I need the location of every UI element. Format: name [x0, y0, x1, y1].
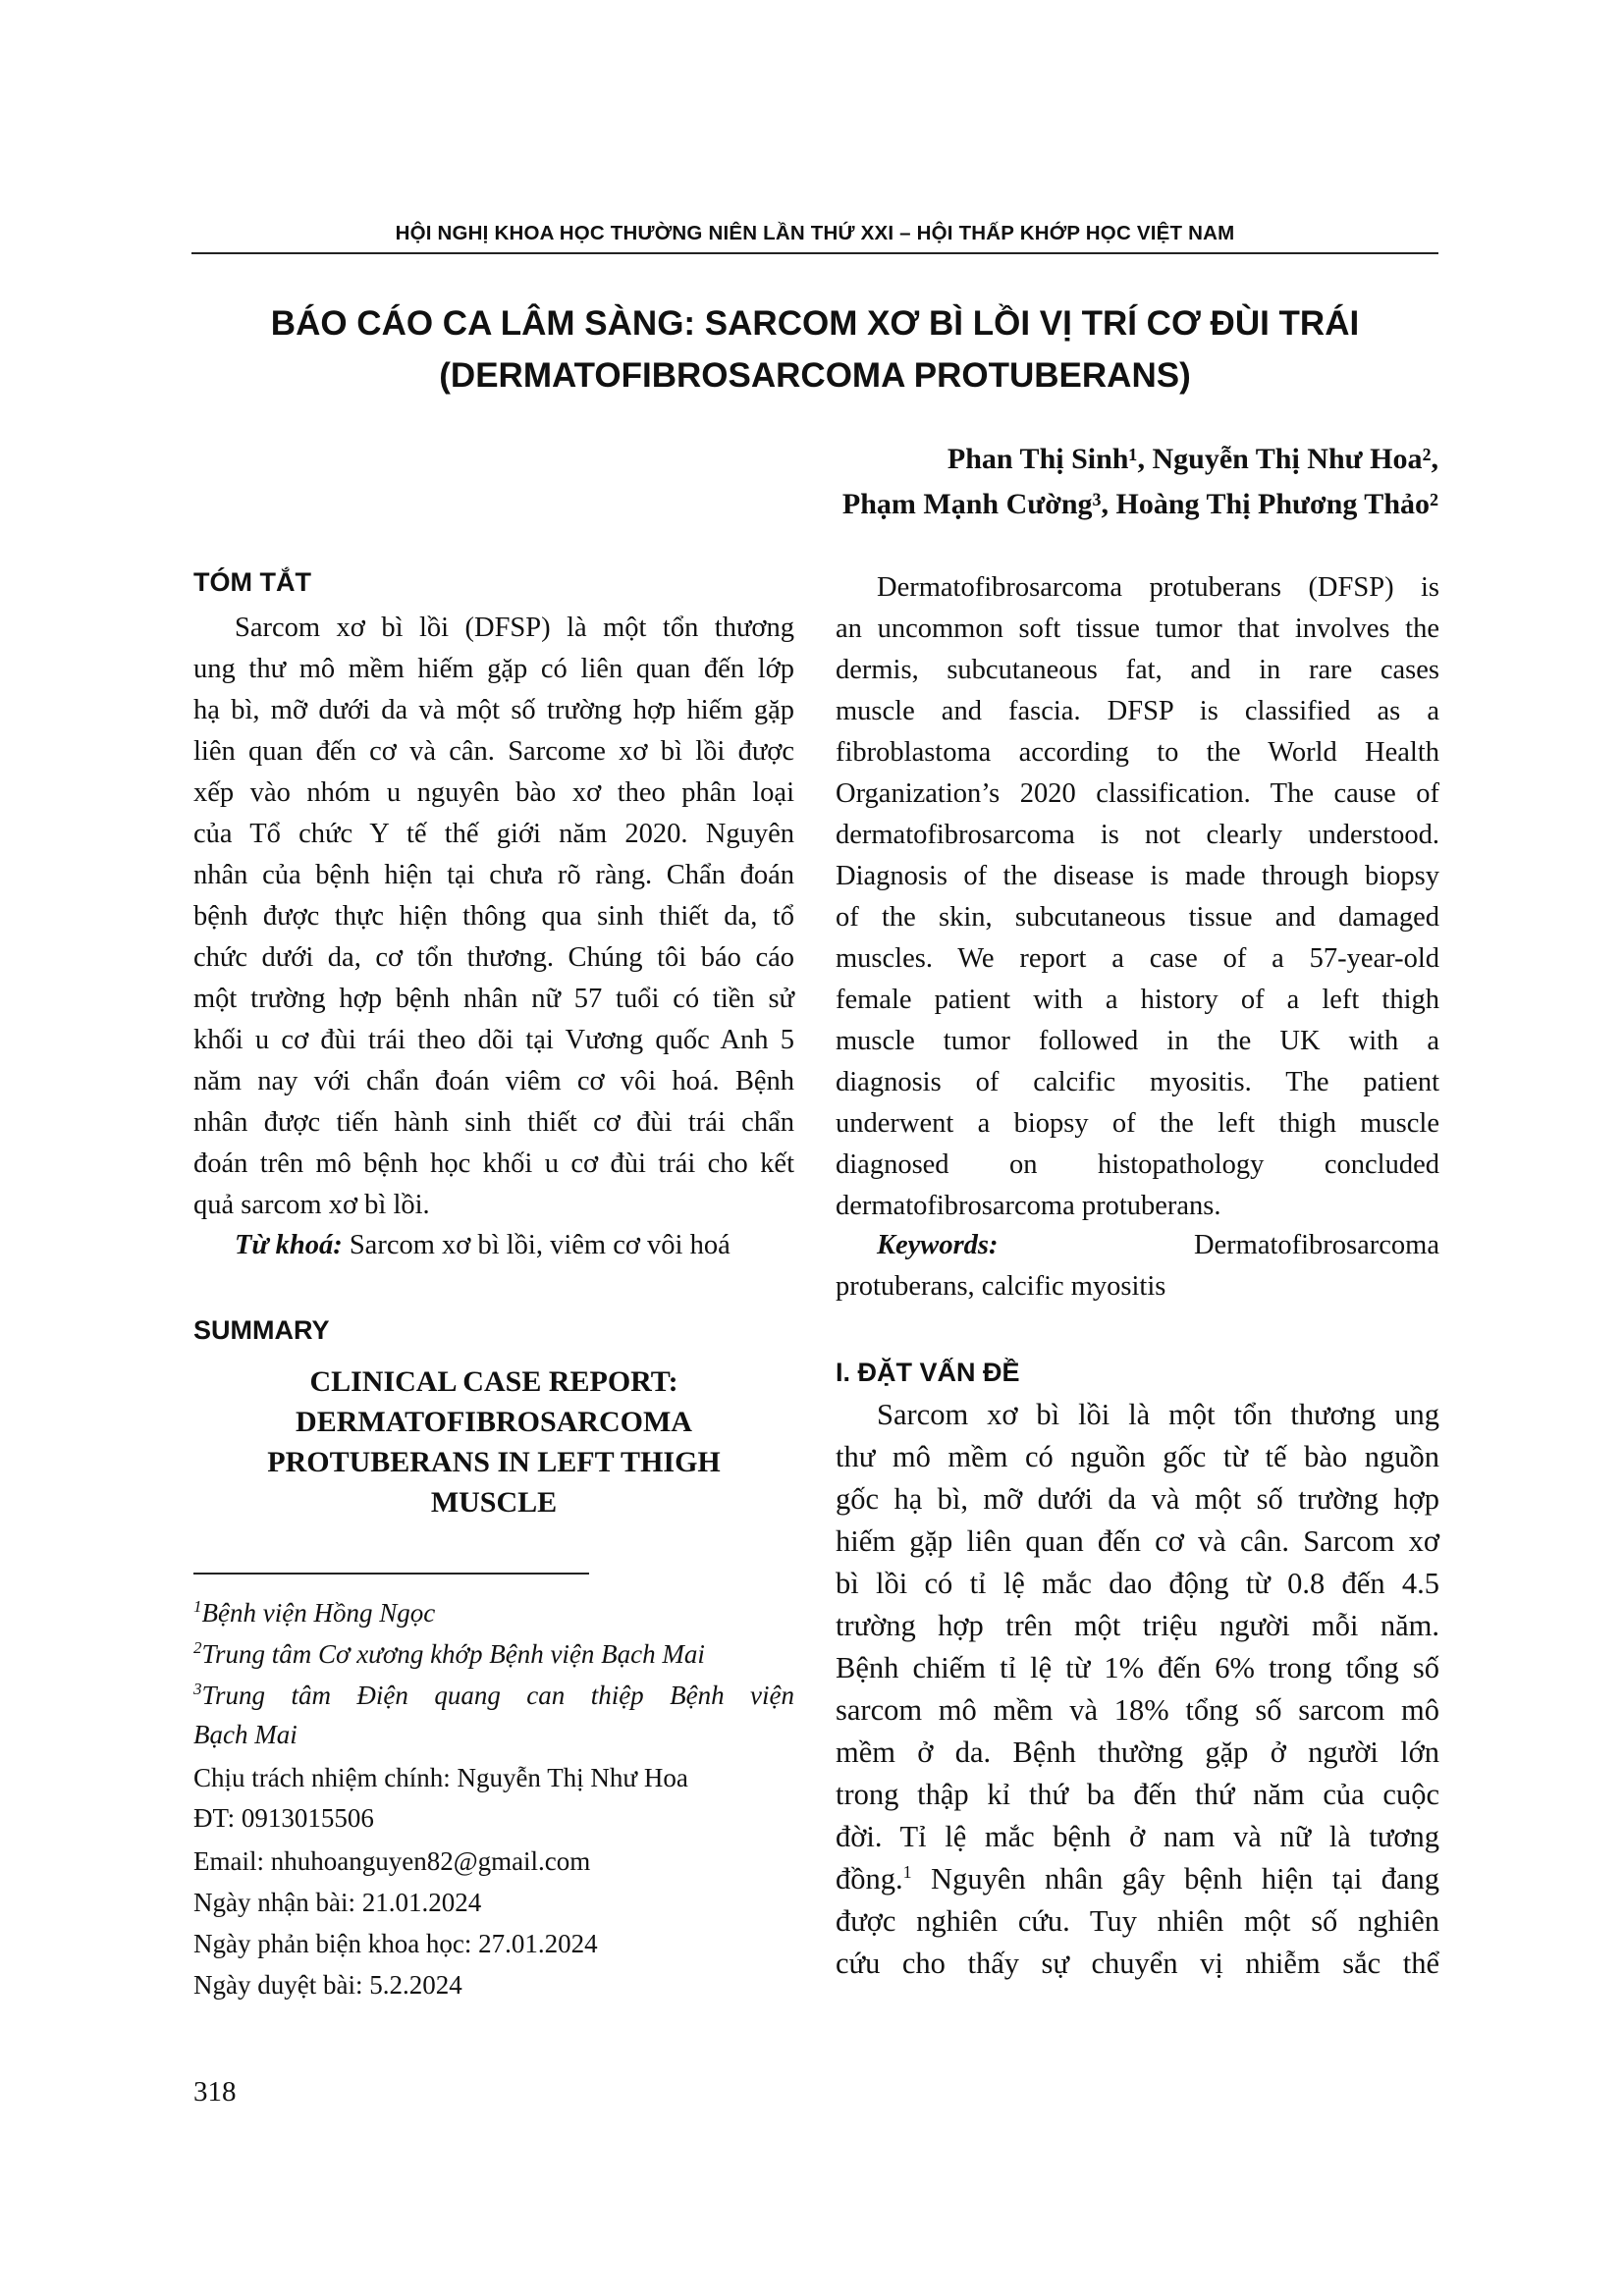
keywords-en-value-1: Dermatofibrosarcoma [1193, 1230, 1439, 1260]
affiliation-text: Trung tâm Điện quang can thiệp Bệnh viện [201, 1681, 794, 1710]
text-line: an uncommon soft tissue tumor that involves the [836, 614, 1439, 644]
authors [842, 437, 1438, 527]
text-line: dermatofibrosarcoma is not clearly understood. [836, 820, 1439, 850]
footnote-phone: ĐT: 0913015506 [193, 1803, 374, 1833]
keywords-en [877, 1225, 1439, 1266]
text-line: Dermatofibrosarcoma protuberans (DFSP) is [877, 572, 1439, 603]
text-line: năm nay với chẩn đoán viêm cơ vôi hoá. Bệnh [193, 1066, 794, 1096]
authors-line-2: Phạm Mạnh Cường³, Hoàng Thị Phương Thảo² [841, 488, 1438, 520]
text-line: muscle tumor followed in the UK with a [836, 1026, 1439, 1056]
footnote-affiliation-3-cont: Bạch Mai [193, 1720, 298, 1749]
text-line: trong thập kỉ thứ ba đến thứ năm của cuộc [836, 1778, 1439, 1811]
footnote-affiliation-1 [193, 1597, 435, 1629]
text-line: Sarcom xơ bì lồi là một tổn thương ung [877, 1398, 1439, 1431]
text-line: mềm ở da. Bệnh thường gặp ở người lớn [836, 1735, 1439, 1769]
affiliation-text: Bệnh viện Hồng Ngọc [201, 1598, 436, 1628]
text-line: được nghiên cứu. Tuy nhiên một số nghiên [836, 1904, 1439, 1938]
keywords-vi [235, 1225, 731, 1266]
text-line: liên quan đến cơ và cân. Sarcome xơ bì lồi được [193, 736, 794, 767]
text-line: of the skin, subcutaneous tissue and damaged [836, 902, 1439, 933]
text-line: trường hợp trên một triệu người mỗi năm. [836, 1609, 1439, 1642]
text-line: ung thư mô mềm hiếm gặp có liên quan đến lớp [193, 654, 794, 684]
text-line: Sarcom xơ bì lồi (DFSP) là một tổn thương [235, 613, 794, 643]
summary-title-line: CLINICAL CASE REPORT: [309, 1365, 678, 1398]
text-line: của Tổ chức Y tế thế giới năm 2020. Nguyên [193, 819, 794, 849]
text-line: sarcom mô mềm và 18% tổng số sarcom mô [836, 1693, 1439, 1727]
text-line: hiếm gặp liên quan đến cơ và cân. Sarcom xơ [836, 1524, 1439, 1558]
paper-title [191, 297, 1438, 401]
title-line-1: BÁO CÁO CA LÂM SÀNG: SARCOM XƠ BÌ LỒI VỊ TRÍ CƠ ĐÙI TRÁI [270, 304, 1360, 343]
text-line: fibroblastoma according to the World Health [836, 737, 1439, 768]
text-line: đoán trên mô bệnh học khối u cơ đùi trái cho kết [193, 1148, 794, 1179]
footnote-rule [193, 1573, 589, 1575]
text-line [836, 1858, 1439, 1900]
keywords-en-value-2: protuberans, calcific myositis [836, 1271, 1166, 1302]
authors-line-1: Phan Thị Sinh¹, Nguyễn Thị Như Hoa², [947, 443, 1438, 475]
text-line: gốc hạ bì, mỡ dưới da và một số trường hợp [836, 1482, 1439, 1516]
text-line: muscles. We report a case of a 57-year-old [836, 943, 1439, 974]
running-header: HỘI NGHỊ KHOA HỌC THƯỜNG NIÊN LẦN THỨ XXI – HỘI THẤP KHỚP HỌC VIỆT NAM [395, 222, 1235, 244]
abstract-vi-text [193, 608, 794, 1226]
text-segment: đồng. [836, 1862, 903, 1896]
text-line: hạ bì, mỡ dưới da và một số trường hợp hiếm gặp [193, 695, 794, 725]
text-line: Bệnh chiếm tỉ lệ từ 1% đến 6% trong tổng số [836, 1651, 1439, 1684]
text-line: female patient with a history of a left thigh [836, 985, 1439, 1015]
summary-title [193, 1362, 794, 1522]
text-line: underwent a biopsy of the left thigh muscle [836, 1108, 1439, 1139]
section-1-text [836, 1394, 1439, 1985]
text-line: Diagnosis of the disease is made through biopsy [836, 861, 1439, 891]
text-line: nhân của bệnh hiện tại chưa rõ ràng. Chẩn đoán [193, 860, 794, 890]
reference-marker: 1 [902, 1861, 912, 1882]
abstract-en-text [836, 567, 1439, 1227]
text-line: muscle and fascia. DFSP is classified as a [836, 696, 1439, 726]
summary-title-line: MUSCLE [430, 1486, 558, 1519]
footnote-reviewed: Ngày phản biện khoa học: 27.01.2024 [193, 1929, 598, 1958]
affiliation-text: Trung tâm Cơ xương khớp Bệnh viện Bạch Mai [201, 1639, 705, 1669]
text-line: xếp vào nhóm u nguyên bào xơ theo phân loại [193, 777, 794, 808]
title-line-2: (DERMATOFIBROSARCOMA PROTUBERANS) [439, 356, 1191, 395]
text-line: một trường hợp bệnh nhân nữ 57 tuổi có tiền sử [193, 984, 794, 1014]
abstract-heading-vi: TÓM TẮT [193, 567, 311, 597]
text-line: thư mô mềm có nguồn gốc từ tế bào nguồn [836, 1440, 1439, 1473]
text-line: dermis, subcutaneous fat, and in rare cases [836, 655, 1439, 685]
keywords-en-label: Keywords: [877, 1230, 999, 1260]
text-line: bệnh được thực hiện thông qua sinh thiết da, tổ [193, 901, 794, 932]
text-line: đời. Tỉ lệ mắc bệnh ở nam và nữ là tương [836, 1820, 1439, 1853]
text-line: cứu cho thấy sự chuyển vị nhiễm sắc thể [836, 1947, 1439, 1980]
footnote-email: Email: nhuhoanguyen82@gmail.com [193, 1846, 591, 1876]
text-line: bì lồi có tỉ lệ mắc dao động từ 0.8 đến 4.5 [836, 1567, 1439, 1600]
keywords-vi-value: Sarcom xơ bì lồi, viêm cơ vôi hoá [342, 1230, 731, 1260]
footnote-received: Ngày nhận bài: 21.01.2024 [193, 1888, 482, 1917]
summary-heading: SUMMARY [193, 1315, 330, 1345]
section-1-heading: I. ĐẶT VẤN ĐỀ [836, 1358, 1020, 1387]
footnote-affiliation-3 [193, 1680, 794, 1711]
page-number: 318 [193, 2076, 237, 2108]
text-line: Organization’s 2020 classification. The cause of [836, 778, 1439, 809]
header-rule [191, 252, 1438, 254]
footnote-marker: 3 [193, 1680, 202, 1698]
text-segment: Nguyên nhân gây bệnh hiện tại đang [931, 1862, 1439, 1896]
text-line: chức dưới da, cơ tổn thương. Chúng tôi báo cáo [193, 942, 794, 973]
summary-title-line: DERMATOFIBROSARCOMA [296, 1406, 692, 1438]
footnote-marker: 2 [193, 1638, 202, 1657]
footnote-responsible: Chịu trách nhiệm chính: Nguyễn Thị Như Hoa [193, 1763, 688, 1792]
footnote-marker: 1 [193, 1597, 202, 1616]
text-line: nhân được tiến hành sinh thiết cơ đùi trái chẩn [193, 1107, 794, 1138]
text-line: khối u cơ đùi trái theo dõi tại Vương quốc Anh 5 [193, 1025, 794, 1055]
text-line: diagnosed on histopathology concluded [836, 1149, 1439, 1180]
text-line: dermatofibrosarcoma protuberans. [836, 1191, 1221, 1221]
footnote-affiliation-2 [193, 1638, 705, 1670]
keywords-vi-label: Từ khoá: [235, 1230, 343, 1260]
text-line: diagnosis of calcific myositis. The patient [836, 1067, 1439, 1097]
text-line: quả sarcom xơ bì lồi. [193, 1190, 430, 1220]
footnote-accepted: Ngày duyệt bài: 5.2.2024 [193, 1970, 462, 2000]
summary-title-line: PROTUBERANS IN LEFT THIGH [267, 1446, 721, 1478]
